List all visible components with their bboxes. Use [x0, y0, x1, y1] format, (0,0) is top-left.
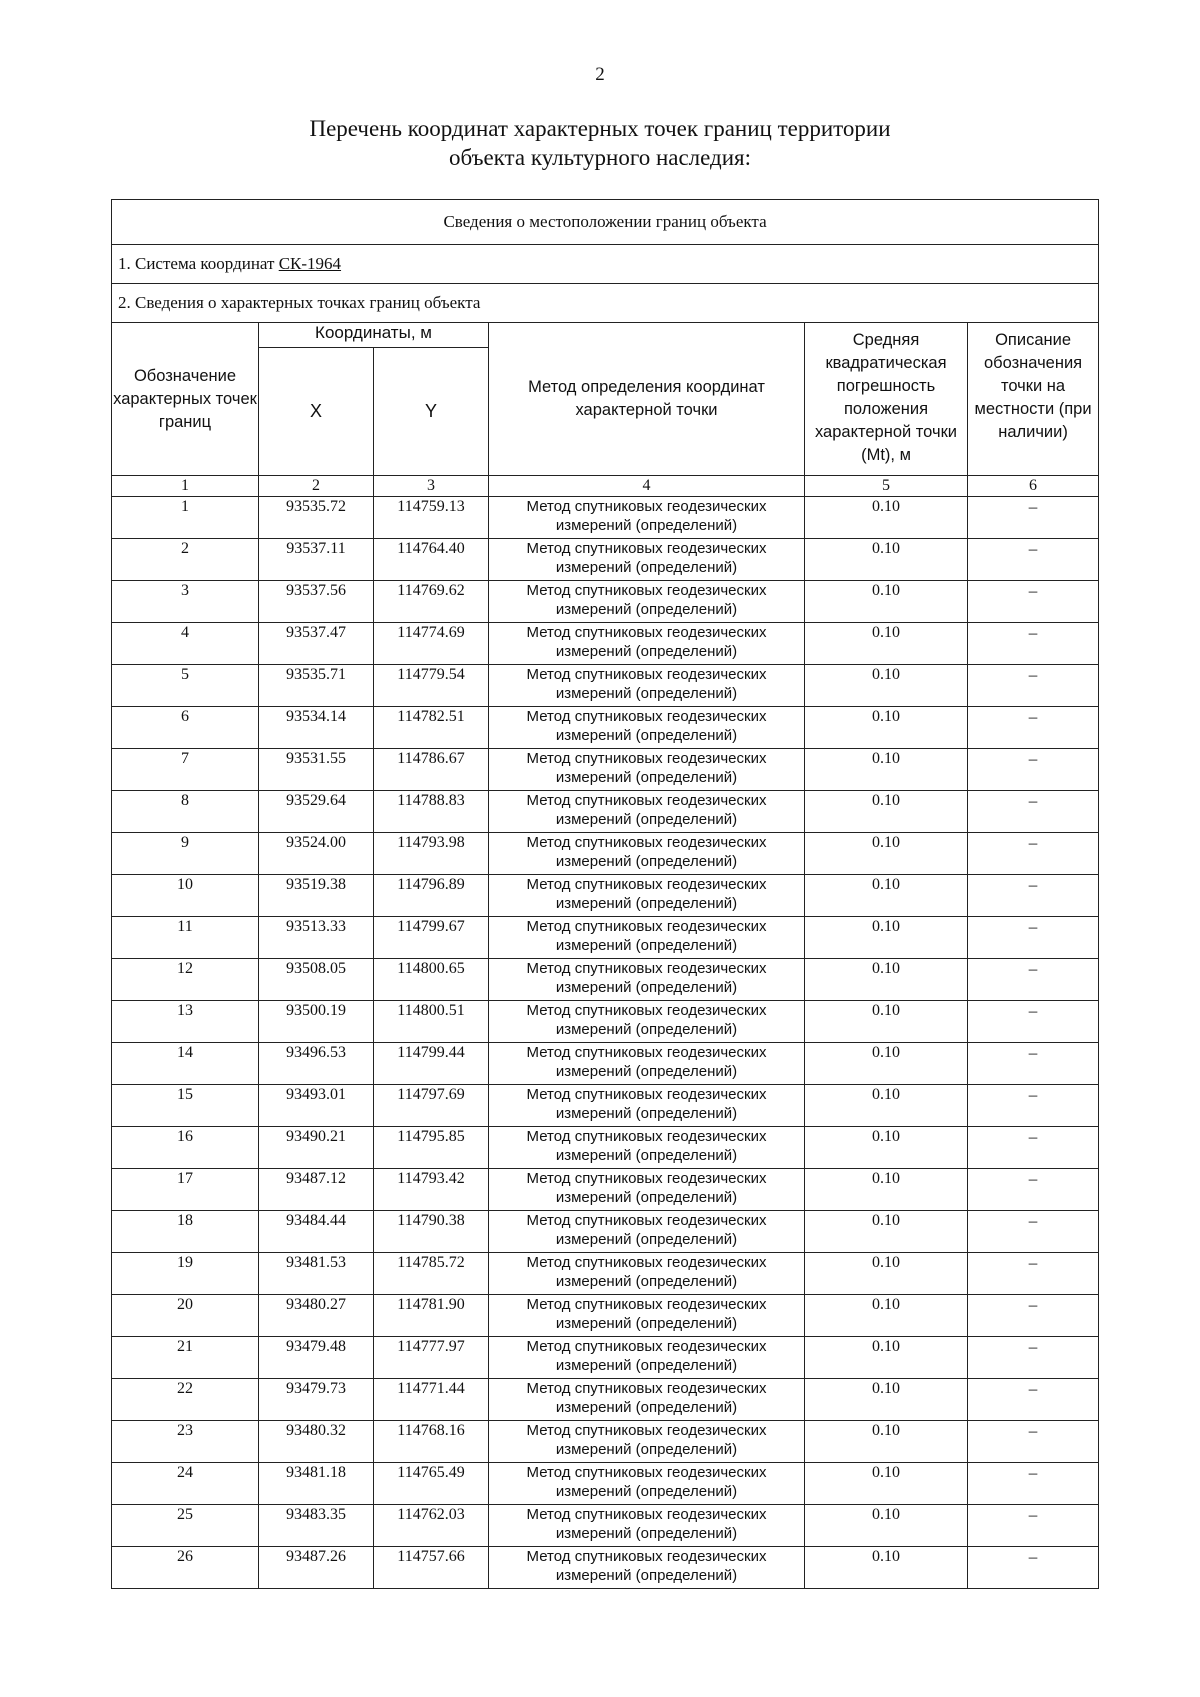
method	[489, 581, 805, 623]
method-line-2: измерений (определений)	[555, 1399, 738, 1416]
method-line-1: Метод спутниковых геодезических	[526, 1128, 767, 1145]
method-line-1: Метод спутниковых геодезических	[526, 1338, 767, 1355]
coordinate-y: 114779.54	[374, 665, 489, 707]
coordinate-y: 114765.49	[374, 1463, 489, 1505]
description: –	[968, 539, 1099, 581]
error-value: 0.10	[805, 539, 968, 581]
coordinate-y: 114769.62	[374, 581, 489, 623]
point-number: 22	[112, 1379, 259, 1421]
coordinate-x: 93490.21	[259, 1127, 374, 1169]
header-x: X	[259, 348, 374, 476]
method	[489, 959, 805, 1001]
coordinate-x: 93483.35	[259, 1505, 374, 1547]
coordinate-y: 114774.69	[374, 623, 489, 665]
point-number: 8	[112, 791, 259, 833]
table-row	[112, 1001, 1099, 1043]
error-value: 0.10	[805, 1505, 968, 1547]
method-line-2: измерений (определений)	[555, 1357, 738, 1374]
coordinate-y: 114759.13	[374, 497, 489, 539]
error-value: 0.10	[805, 1379, 968, 1421]
method	[489, 1127, 805, 1169]
table-row	[112, 1421, 1099, 1463]
error-value: 0.10	[805, 917, 968, 959]
page-number: 2	[595, 64, 605, 85]
table-row	[112, 959, 1099, 1001]
table-row	[112, 581, 1099, 623]
method-line-2: измерений (определений)	[555, 559, 738, 576]
coordinates-table	[111, 199, 1099, 1589]
method-line-1: Метод спутниковых геодезических	[526, 1380, 767, 1397]
coordinate-y: 114796.89	[374, 875, 489, 917]
coordinate-y: 114785.72	[374, 1253, 489, 1295]
method	[489, 1295, 805, 1337]
method	[489, 1379, 805, 1421]
coordinate-y: 114762.03	[374, 1505, 489, 1547]
coordinate-x: 93513.33	[259, 917, 374, 959]
method-line-2: измерений (определений)	[555, 895, 738, 912]
error-value: 0.10	[805, 581, 968, 623]
point-number: 6	[112, 707, 259, 749]
point-number: 10	[112, 875, 259, 917]
error-value: 0.10	[805, 1001, 968, 1043]
description: –	[968, 1379, 1099, 1421]
error-value: 0.10	[805, 1253, 968, 1295]
method-line-1: Метод спутниковых геодезических	[526, 498, 767, 515]
header-method: Метод определения координат характерной точки	[489, 323, 805, 476]
error-value: 0.10	[805, 1127, 968, 1169]
point-number: 5	[112, 665, 259, 707]
point-number: 21	[112, 1337, 259, 1379]
method	[489, 1211, 805, 1253]
coordinate-y: 114799.44	[374, 1043, 489, 1085]
method-line-2: измерений (определений)	[555, 1189, 738, 1206]
coordinate-y: 114782.51	[374, 707, 489, 749]
method	[489, 917, 805, 959]
coordinate-x: 93481.53	[259, 1253, 374, 1295]
description: –	[968, 497, 1099, 539]
description: –	[968, 1547, 1099, 1589]
coordinate-y: 114768.16	[374, 1421, 489, 1463]
point-number: 19	[112, 1253, 259, 1295]
error-value: 0.10	[805, 1337, 968, 1379]
point-number: 20	[112, 1295, 259, 1337]
table-row	[112, 1547, 1099, 1589]
point-number: 16	[112, 1127, 259, 1169]
coordinate-y: 114793.42	[374, 1169, 489, 1211]
point-number: 11	[112, 917, 259, 959]
description: –	[968, 1295, 1099, 1337]
method	[489, 791, 805, 833]
method-line-1: Метод спутниковых геодезических	[526, 582, 767, 599]
method-line-1: Метод спутниковых геодезических	[526, 1002, 767, 1019]
coordinate-y: 114790.38	[374, 1211, 489, 1253]
description: –	[968, 791, 1099, 833]
description: –	[968, 1463, 1099, 1505]
description: –	[968, 875, 1099, 917]
method-line-1: Метод спутниковых геодезических	[526, 666, 767, 683]
description: –	[968, 707, 1099, 749]
method	[489, 1001, 805, 1043]
description: –	[968, 1001, 1099, 1043]
method-line-1: Метод спутниковых геодезических	[526, 1254, 767, 1271]
point-number: 18	[112, 1211, 259, 1253]
column-number: 6	[968, 476, 1099, 497]
point-number: 15	[112, 1085, 259, 1127]
point-number: 23	[112, 1421, 259, 1463]
method-line-2: измерений (определений)	[555, 1105, 738, 1122]
table-row	[112, 791, 1099, 833]
description: –	[968, 917, 1099, 959]
method	[489, 1253, 805, 1295]
table-row	[112, 497, 1099, 539]
description: –	[968, 1085, 1099, 1127]
coordinate-x: 93519.38	[259, 875, 374, 917]
coordinate-x: 93480.27	[259, 1295, 374, 1337]
description: –	[968, 1421, 1099, 1463]
method-line-2: измерений (определений)	[555, 853, 738, 870]
coordinate-y: 114781.90	[374, 1295, 489, 1337]
coordinate-y: 114757.66	[374, 1547, 489, 1589]
coordinate-x: 93493.01	[259, 1085, 374, 1127]
point-number: 14	[112, 1043, 259, 1085]
method	[489, 665, 805, 707]
method-line-1: Метод спутниковых геодезических	[526, 1296, 767, 1313]
table-row	[112, 833, 1099, 875]
coordinate-x: 93531.55	[259, 749, 374, 791]
method-line-2: измерений (определений)	[555, 937, 738, 954]
table-row	[112, 1127, 1099, 1169]
section-title: Сведения о местоположении границ объекта	[112, 200, 1099, 245]
method-line-1: Метод спутниковых геодезических	[526, 750, 767, 767]
description: –	[968, 959, 1099, 1001]
table-row	[112, 749, 1099, 791]
method-line-1: Метод спутниковых геодезических	[526, 1422, 767, 1439]
method-line-1: Метод спутниковых геодезических	[526, 1086, 767, 1103]
description: –	[968, 1253, 1099, 1295]
method-line-2: измерений (определений)	[555, 517, 738, 534]
coordinate-x: 93496.53	[259, 1043, 374, 1085]
header-description: Описание обозначения точки на местности (при наличии)	[968, 323, 1099, 476]
description: –	[968, 1127, 1099, 1169]
table-row	[112, 1253, 1099, 1295]
method	[489, 497, 805, 539]
title-line-1: Перечень координат характерных точек границ территории	[309, 116, 891, 141]
method	[489, 1337, 805, 1379]
point-number: 2	[112, 539, 259, 581]
method	[489, 623, 805, 665]
header-error: Средняя квадратическая погрешность положения характерной точки (Mt), м	[805, 323, 968, 476]
points-section-title: 2. Сведения о характерных точках границ объекта	[112, 284, 1099, 323]
table-row	[112, 875, 1099, 917]
coordinate-x: 93481.18	[259, 1463, 374, 1505]
method-line-2: измерений (определений)	[555, 685, 738, 702]
column-number: 4	[489, 476, 805, 497]
description: –	[968, 1505, 1099, 1547]
error-value: 0.10	[805, 959, 968, 1001]
coordinate-y: 114800.65	[374, 959, 489, 1001]
coordinate-x: 93537.11	[259, 539, 374, 581]
description: –	[968, 833, 1099, 875]
method-line-1: Метод спутниковых геодезических	[526, 1044, 767, 1061]
coordinate-y: 114800.51	[374, 1001, 489, 1043]
method-line-1: Метод спутниковых геодезических	[526, 1170, 767, 1187]
point-number: 4	[112, 623, 259, 665]
method	[489, 1463, 805, 1505]
method-line-1: Метод спутниковых геодезических	[526, 540, 767, 557]
table-row	[112, 1505, 1099, 1547]
error-value: 0.10	[805, 497, 968, 539]
method	[489, 875, 805, 917]
coordinate-y: 114795.85	[374, 1127, 489, 1169]
method-line-2: измерений (определений)	[555, 1525, 738, 1542]
table-row	[112, 1295, 1099, 1337]
point-number: 13	[112, 1001, 259, 1043]
error-value: 0.10	[805, 1085, 968, 1127]
method-line-1: Метод спутниковых геодезических	[526, 624, 767, 641]
point-number: 12	[112, 959, 259, 1001]
error-value: 0.10	[805, 707, 968, 749]
column-numbers-row	[112, 476, 1099, 497]
coordinate-system-value: СК-1964	[278, 254, 342, 273]
header-designation: Обозначение характерных точек границ	[112, 323, 259, 476]
method	[489, 1085, 805, 1127]
coordinate-y: 114764.40	[374, 539, 489, 581]
coordinate-y: 114777.97	[374, 1337, 489, 1379]
table-row	[112, 623, 1099, 665]
method	[489, 1505, 805, 1547]
error-value: 0.10	[805, 1463, 968, 1505]
description: –	[968, 1043, 1099, 1085]
method-line-2: измерений (определений)	[555, 1147, 738, 1164]
method-line-2: измерений (определений)	[555, 769, 738, 786]
method	[489, 1421, 805, 1463]
coordinate-x: 93537.47	[259, 623, 374, 665]
method-line-2: измерений (определений)	[555, 979, 738, 996]
point-number: 7	[112, 749, 259, 791]
table-row	[112, 1463, 1099, 1505]
header-coordinates: Координаты, м	[259, 323, 489, 348]
point-number: 25	[112, 1505, 259, 1547]
column-number: 3	[374, 476, 489, 497]
method-line-1: Метод спутниковых геодезических	[526, 1548, 767, 1565]
coordinate-x: 93524.00	[259, 833, 374, 875]
table-row	[112, 1169, 1099, 1211]
table-row	[112, 707, 1099, 749]
error-value: 0.10	[805, 875, 968, 917]
method-line-2: измерений (определений)	[555, 643, 738, 660]
method-line-2: измерений (определений)	[555, 811, 738, 828]
coordinate-x: 93480.32	[259, 1421, 374, 1463]
coordinate-x: 93484.44	[259, 1211, 374, 1253]
point-number: 1	[112, 497, 259, 539]
header-y: Y	[374, 348, 489, 476]
error-value: 0.10	[805, 665, 968, 707]
description: –	[968, 665, 1099, 707]
point-number: 24	[112, 1463, 259, 1505]
table-row	[112, 1211, 1099, 1253]
method-line-2: измерений (определений)	[555, 727, 738, 744]
method	[489, 1547, 805, 1589]
method-line-1: Метод спутниковых геодезических	[526, 1212, 767, 1229]
table-row	[112, 539, 1099, 581]
table-row	[112, 1043, 1099, 1085]
table-row	[112, 1337, 1099, 1379]
error-value: 0.10	[805, 1547, 968, 1589]
coordinate-x: 93508.05	[259, 959, 374, 1001]
description: –	[968, 749, 1099, 791]
coordinate-y: 114786.67	[374, 749, 489, 791]
table-row	[112, 1379, 1099, 1421]
description: –	[968, 1169, 1099, 1211]
point-number: 26	[112, 1547, 259, 1589]
method	[489, 539, 805, 581]
method-line-2: измерений (определений)	[555, 1567, 738, 1584]
method-line-2: измерений (определений)	[555, 1315, 738, 1332]
method	[489, 749, 805, 791]
method-line-1: Метод спутниковых геодезических	[526, 792, 767, 809]
coordinate-x: 93487.12	[259, 1169, 374, 1211]
description: –	[968, 1337, 1099, 1379]
error-value: 0.10	[805, 1421, 968, 1463]
coordinate-y: 114797.69	[374, 1085, 489, 1127]
coordinate-x: 93535.71	[259, 665, 374, 707]
method-line-1: Метод спутниковых геодезических	[526, 1464, 767, 1481]
column-number: 1	[112, 476, 259, 497]
method-line-1: Метод спутниковых геодезических	[526, 918, 767, 935]
description: –	[968, 623, 1099, 665]
error-value: 0.10	[805, 1043, 968, 1085]
error-value: 0.10	[805, 1295, 968, 1337]
column-number: 5	[805, 476, 968, 497]
coordinate-y: 114793.98	[374, 833, 489, 875]
method-line-2: измерений (определений)	[555, 1273, 738, 1290]
method-line-2: измерений (определений)	[555, 601, 738, 618]
coordinate-y: 114799.67	[374, 917, 489, 959]
description: –	[968, 1211, 1099, 1253]
method-line-2: измерений (определений)	[555, 1021, 738, 1038]
coordinate-x: 93534.14	[259, 707, 374, 749]
method	[489, 1169, 805, 1211]
coordinate-system-label: 1. Система координат	[118, 254, 279, 273]
description: –	[968, 581, 1099, 623]
table-row	[112, 917, 1099, 959]
coordinate-x: 93537.56	[259, 581, 374, 623]
coordinate-x: 93479.73	[259, 1379, 374, 1421]
method-line-2: измерений (определений)	[555, 1441, 738, 1458]
method-line-1: Метод спутниковых геодезических	[526, 876, 767, 893]
method	[489, 833, 805, 875]
method-line-2: измерений (определений)	[555, 1063, 738, 1080]
column-number: 2	[259, 476, 374, 497]
method	[489, 1043, 805, 1085]
error-value: 0.10	[805, 833, 968, 875]
title-line-2: объекта культурного наследия:	[448, 145, 752, 170]
coordinate-x: 93479.48	[259, 1337, 374, 1379]
method-line-1: Метод спутниковых геодезических	[526, 1506, 767, 1523]
method	[489, 707, 805, 749]
table-row	[112, 1085, 1099, 1127]
coordinate-x: 93500.19	[259, 1001, 374, 1043]
coordinate-y: 114788.83	[374, 791, 489, 833]
document-title	[0, 114, 1200, 172]
method-line-2: измерений (определений)	[555, 1231, 738, 1248]
method-line-1: Метод спутниковых геодезических	[526, 708, 767, 725]
coordinate-x: 93529.64	[259, 791, 374, 833]
error-value: 0.10	[805, 791, 968, 833]
coordinate-y: 114771.44	[374, 1379, 489, 1421]
point-number: 9	[112, 833, 259, 875]
error-value: 0.10	[805, 623, 968, 665]
coordinate-system-row	[112, 245, 1099, 284]
error-value: 0.10	[805, 1169, 968, 1211]
method-line-1: Метод спутниковых геодезических	[526, 834, 767, 851]
table-row	[112, 665, 1099, 707]
method-line-1: Метод спутниковых геодезических	[526, 960, 767, 977]
error-value: 0.10	[805, 1211, 968, 1253]
method-line-2: измерений (определений)	[555, 1483, 738, 1500]
point-number: 17	[112, 1169, 259, 1211]
coordinate-x: 93487.26	[259, 1547, 374, 1589]
point-number: 3	[112, 581, 259, 623]
coordinate-x: 93535.72	[259, 497, 374, 539]
error-value: 0.10	[805, 749, 968, 791]
